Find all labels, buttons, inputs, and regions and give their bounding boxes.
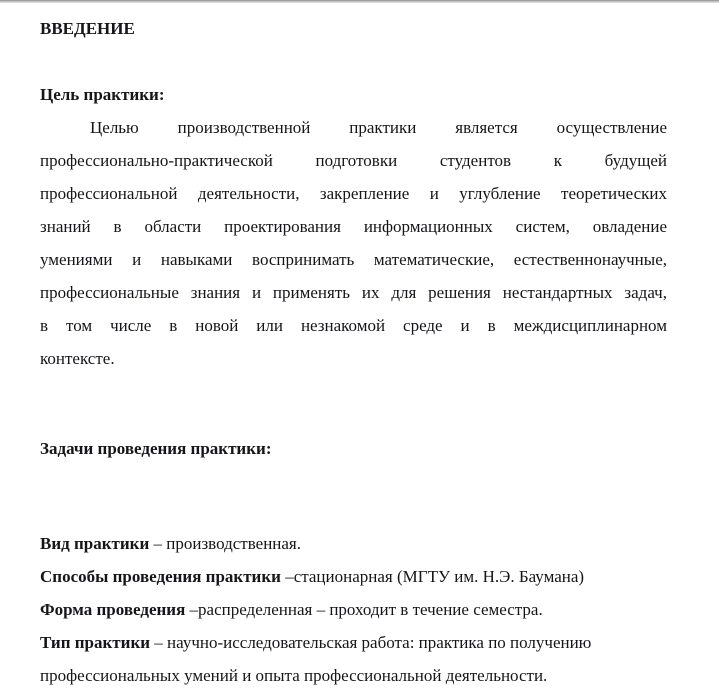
- paragraph-line: Целью производственной практики является осуществление: [90, 118, 667, 137]
- detail-text: – научно-исследовательская работа: практика по получению: [150, 633, 592, 652]
- detail-line-practice-form: [40, 593, 667, 626]
- detail-line-practice-kind: [40, 527, 667, 560]
- paragraph-line: профессиональные знания и применять их для решения нестандартных задач,: [40, 283, 667, 302]
- paragraph-line: контексте.: [40, 349, 115, 368]
- detail-line-practice-methods: [40, 560, 667, 593]
- detail-text: –распределенная – проходит в течение семестра.: [185, 600, 543, 619]
- document-title: ВВЕДЕНИЕ: [40, 19, 135, 38]
- paragraph-line: профессиональной деятельности, закрепление и углубление теоретических: [40, 184, 667, 203]
- detail-label: Способы проведения практики: [40, 567, 281, 586]
- practice-details: [40, 527, 667, 692]
- document-content: [40, 3, 667, 692]
- detail-label: Форма проведения: [40, 600, 186, 619]
- detail-text: –стационарная (МГТУ им. Н.Э. Баумана): [280, 567, 585, 586]
- detail-label: Тип практики: [40, 633, 151, 652]
- detail-line-practice-type: [40, 626, 667, 659]
- detail-text: – производственная.: [149, 534, 302, 553]
- tasks-heading: Задачи проведения практики:: [40, 439, 272, 458]
- detail-label: Вид практики: [40, 534, 150, 553]
- paragraph-line: профессионально-практической подготовки студентов к будущей: [40, 151, 667, 170]
- paragraph-line: умениями и навыками воспринимать математические, естественнонаучные,: [40, 250, 667, 269]
- paragraph-line: знаний в области проектирования информационных систем, овладение: [40, 217, 667, 236]
- paragraph-line: в том числе в новой или незнакомой среде и в междисциплинарном: [40, 316, 667, 335]
- goal-paragraph: [40, 111, 667, 375]
- detail-text: профессиональных умений и опыта профессиональной деятельности.: [40, 666, 548, 685]
- goal-heading: Цель практики:: [40, 85, 165, 104]
- detail-line-practice-type-continued: [40, 659, 667, 692]
